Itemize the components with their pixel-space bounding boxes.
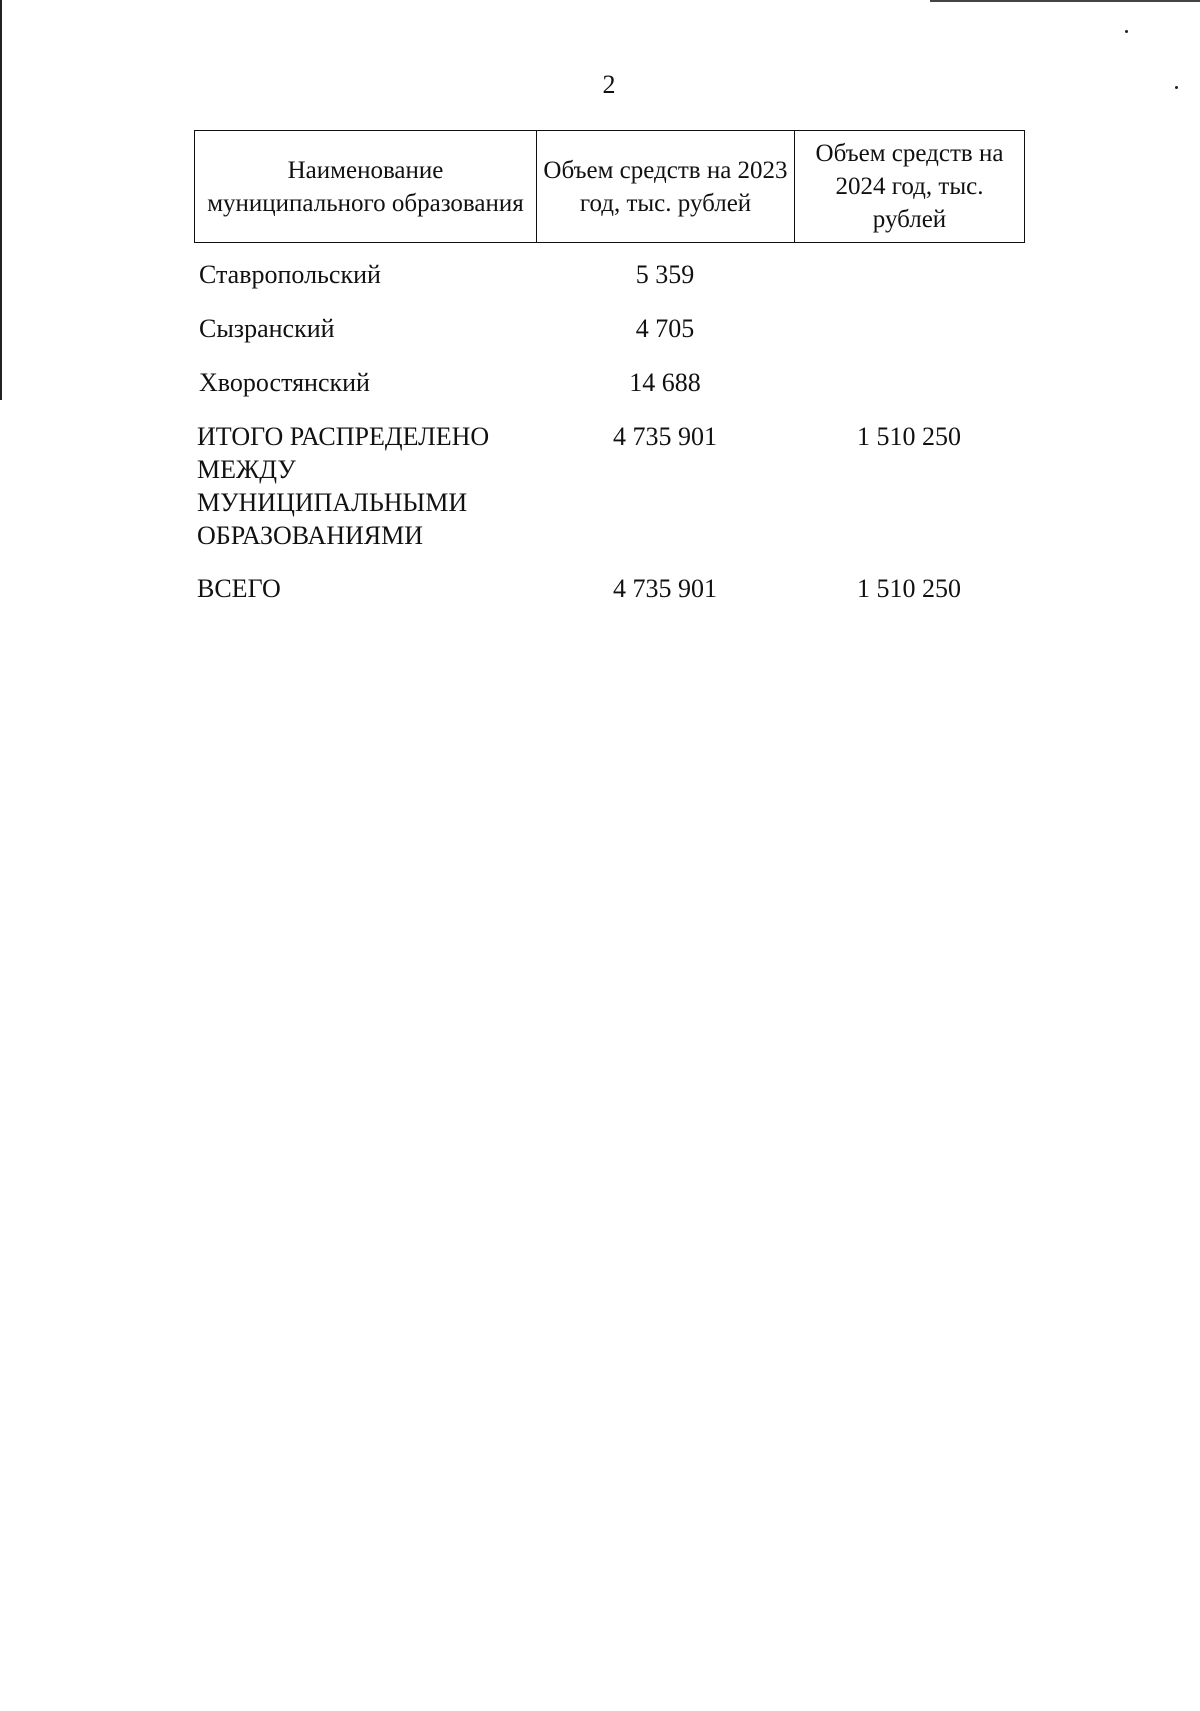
grand-total-2024: 1 510 250 — [857, 574, 961, 603]
amount-2024 — [794, 258, 1024, 312]
scan-speck — [1125, 30, 1128, 33]
scan-edge-line — [0, 0, 2, 400]
table-body — [194, 258, 1024, 626]
distributed-total-2024: 1 510 250 — [857, 422, 961, 451]
table-row — [194, 258, 1024, 312]
municipality-name: Сызранский — [199, 314, 335, 343]
header-amount-2024: Объем средств на 2024 год, тыс. рублей — [795, 131, 1025, 243]
table-row-grand-total — [194, 572, 1024, 626]
amount-2024 — [794, 312, 1024, 366]
amount-2023: 4 705 — [635, 314, 695, 343]
municipality-name: Хворостянский — [199, 368, 370, 397]
grand-total-2023: 4 735 901 — [613, 574, 717, 603]
distributed-total-label: ИТОГО РАСПРЕДЕЛЕНО МЕЖДУ МУНИЦИПАЛЬНЫМИ ОБРАЗОВАНИЯМИ — [197, 422, 490, 550]
header-municipality: Наименование муниципального образования — [195, 131, 537, 243]
amount-2023: 14 688 — [629, 368, 701, 397]
table-header — [194, 130, 1025, 243]
table-row — [194, 366, 1024, 420]
table-row-distributed-total — [194, 420, 1024, 572]
grand-total-label: ВСЕГО — [197, 574, 281, 603]
amount-2023: 5 359 — [635, 260, 695, 289]
page-number: 2 — [602, 70, 616, 99]
table-row — [194, 312, 1024, 366]
municipality-name: Ставропольский — [199, 260, 381, 289]
scan-top-line — [930, 0, 1200, 2]
distributed-total-2023: 4 735 901 — [613, 422, 717, 451]
amount-2024 — [794, 366, 1024, 420]
header-amount-2023: Объем средств на 2023 год, тыс. рублей — [537, 131, 795, 243]
